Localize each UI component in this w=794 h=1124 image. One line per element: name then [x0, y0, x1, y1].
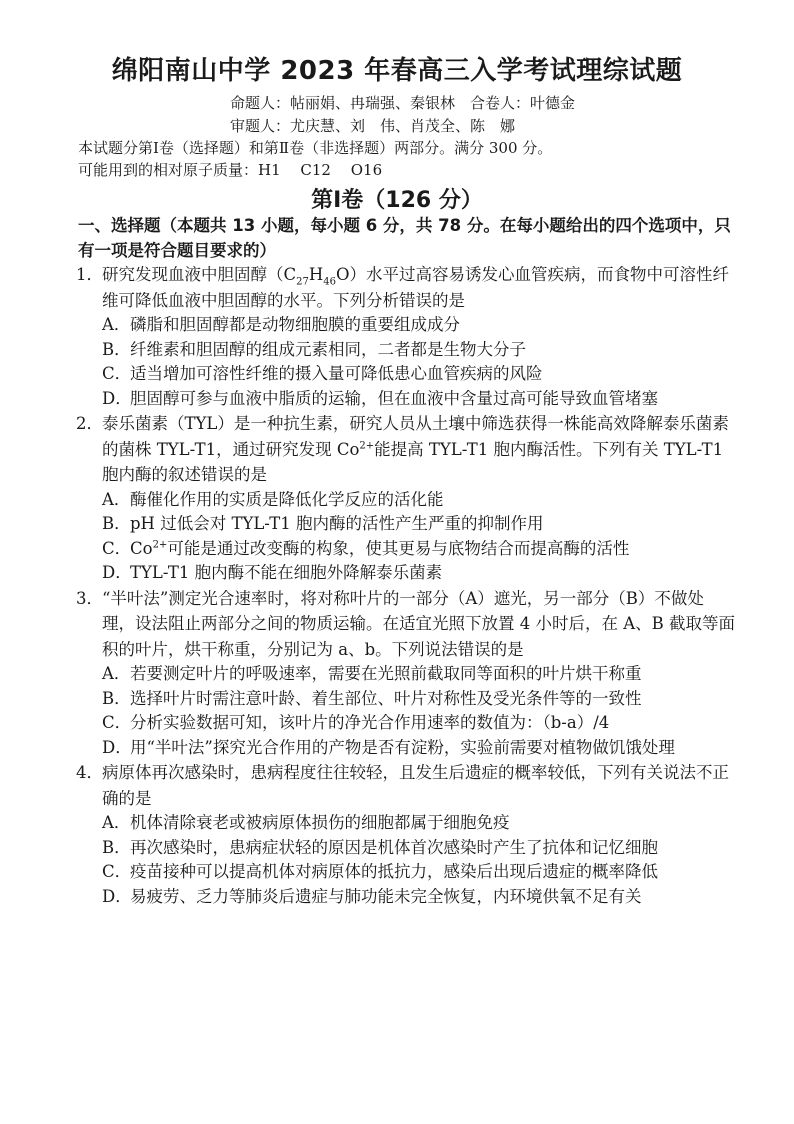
exam-title: 绵阳南山中学 2023 年春高三入学考试理综试题 [111, 56, 683, 86]
option-d [76, 387, 736, 412]
option-letter: C． [102, 862, 132, 881]
question-stem [76, 411, 736, 488]
option-letter: B． [102, 837, 131, 857]
option-text: 再次感染时，患病症状轻的原因是机体首次感染时产生了抗体和记忆细胞 [130, 837, 658, 857]
subscript: 46 [323, 276, 336, 288]
option-letter: C． [102, 713, 132, 732]
option-b [76, 512, 736, 537]
option-b [76, 687, 736, 712]
question-list [76, 262, 736, 909]
section-title: 第Ⅰ卷（126 分） [311, 188, 483, 213]
option-text: Co [130, 538, 153, 558]
question-number: 3． [76, 588, 103, 608]
question-number: 1． [76, 265, 103, 284]
stem-text: “半叶法”测定光合速率时，将对称叶片的一部分（A）遮光，另一部分（B）不做处理，设法阻止两部分之间的物质运输。在适宜光照下放置 4 小时后，在 A、B 截取等面积的叶片，烘干称重，分别记为 a、b。下列说法错误的是 [102, 588, 736, 659]
option-text: 分析实验数据可知，该叶片的净光合作用速率的数值为：（b-a）/4 [130, 713, 610, 732]
option-letter: D． [102, 737, 132, 757]
option-letter: D． [102, 563, 132, 582]
option-b [76, 836, 736, 861]
stem-text: 能提高 TYL-T1 胞内酶活性。下列有关 TYL-T1 胞内酶的叙述错误的是 [102, 439, 724, 484]
option-text: 磷脂和胆固醇都是动物细胞膜的重要组成成分 [130, 315, 460, 334]
question-number: 2． [76, 414, 103, 433]
option-text: 可能是通过改变酶的构象，使其更易与底物结合而提高酶的活性 [167, 538, 630, 558]
question-2 [76, 411, 736, 586]
stem-text: 病原体再次感染时，患病程度往往较轻，且发生后遗症的概率较低，下列有关说法不正确的是 [102, 763, 729, 808]
question-stem [76, 586, 736, 663]
option-a [76, 488, 736, 513]
option-letter: B． [102, 514, 131, 533]
option-text: TYL-T1 胞内酶不能在细胞外降解泰乐菌素 [130, 563, 443, 582]
option-text: 用“半叶法”探究光合作用的产物是否有淀粉，实验前需要对植物做饥饿处理 [130, 737, 675, 757]
option-a [76, 811, 736, 836]
setters-line: 命题人：帖丽娟、冉瑞强、秦银林 合卷人：叶德金 [230, 94, 576, 112]
option-letter: A． [102, 315, 131, 334]
option-text: 疫苗接种可以提高机体对病原体的抵抗力，感染后出现后遗症的概率降低 [130, 862, 658, 881]
option-letter: B． [102, 688, 131, 708]
reviewers-line: 审题人：尤庆慧、刘 伟、肖茂全、陈 娜 [230, 117, 516, 135]
option-letter: A． [102, 813, 131, 832]
option-a [76, 662, 736, 687]
superscript: 2+ [152, 539, 168, 550]
option-text: pH 过低会对 TYL-T1 胞内酶的活性产生严重的抑制作用 [130, 514, 544, 533]
subscript: 27 [296, 276, 309, 288]
option-letter: A． [102, 489, 131, 509]
superscript: 2+ [359, 440, 375, 451]
option-c [76, 711, 736, 736]
option-c [76, 537, 736, 562]
exam-intro: 本试题分第Ⅰ卷（选择题）和第Ⅱ卷（非选择题）两部分。满分 300 分。 [78, 139, 553, 157]
option-text: 胆固醇可参与血液中脂质的运输，但在血液中含量过高可能导致血管堵塞 [130, 388, 658, 408]
option-d [76, 736, 736, 761]
stem-text: O）水平过高容易诱发心血管疾病，而食物中可溶性纤维可降低血液中胆固醇的水平。下列分析错误的是 [102, 265, 730, 310]
part-instruction: 一、选择题（本题共 13 小题，每小题 6 分，共 78 分。在每小题给出的四个选项中，只有一项是符合题目要求的） [78, 216, 731, 260]
question-3 [76, 586, 736, 761]
option-text: 机体清除衰老或被病原体损伤的细胞都属于细胞免疫 [130, 813, 510, 832]
option-text: 纤维素和胆固醇的组成元素相同，二者都是生物大分子 [130, 339, 526, 359]
stem-text: H [308, 265, 324, 284]
option-a [76, 313, 736, 338]
option-letter: C． [102, 364, 132, 383]
question-stem [76, 760, 736, 811]
option-letter: C． [102, 538, 132, 558]
option-text: 适当增加可溶性纤维的摄入量可降低患心血管疾病的风险 [130, 364, 543, 383]
question-4 [76, 760, 736, 909]
option-b [76, 338, 736, 363]
stem-text: 泰乐菌素（TYL）是一种抗生素，研究人员从土壤中筛选获得一株能高效降解泰乐菌素的菌株 TYL-T1，通过研究发现 Co [102, 414, 729, 459]
option-text: 酶催化作用的实质是降低化学反应的活化能 [130, 489, 444, 509]
option-text: 易疲劳、乏力等肺炎后遗症与肺功能未完全恢复，内环境供氧不足有关 [130, 886, 642, 906]
atomic-masses-line: 可能用到的相对原子质量：H1 C12 O16 [78, 161, 383, 179]
option-letter: B． [102, 339, 131, 359]
option-d [76, 885, 736, 910]
question-1 [76, 262, 736, 411]
option-letter: D． [102, 886, 132, 906]
option-text: 选择叶片时需注意叶龄、着生部位、叶片对称性及受光条件等的一致性 [130, 688, 642, 708]
option-letter: D． [102, 388, 132, 408]
question-stem [76, 262, 736, 313]
question-number: 4． [76, 763, 103, 782]
option-letter: A． [102, 664, 131, 683]
stem-text: 研究发现血液中胆固醇（C [102, 265, 297, 284]
option-d [76, 561, 736, 586]
option-text: 若要测定叶片的呼吸速率，需要在光照前截取同等面积的叶片烘干称重 [130, 664, 642, 683]
option-c [76, 860, 736, 885]
option-c [76, 362, 736, 387]
